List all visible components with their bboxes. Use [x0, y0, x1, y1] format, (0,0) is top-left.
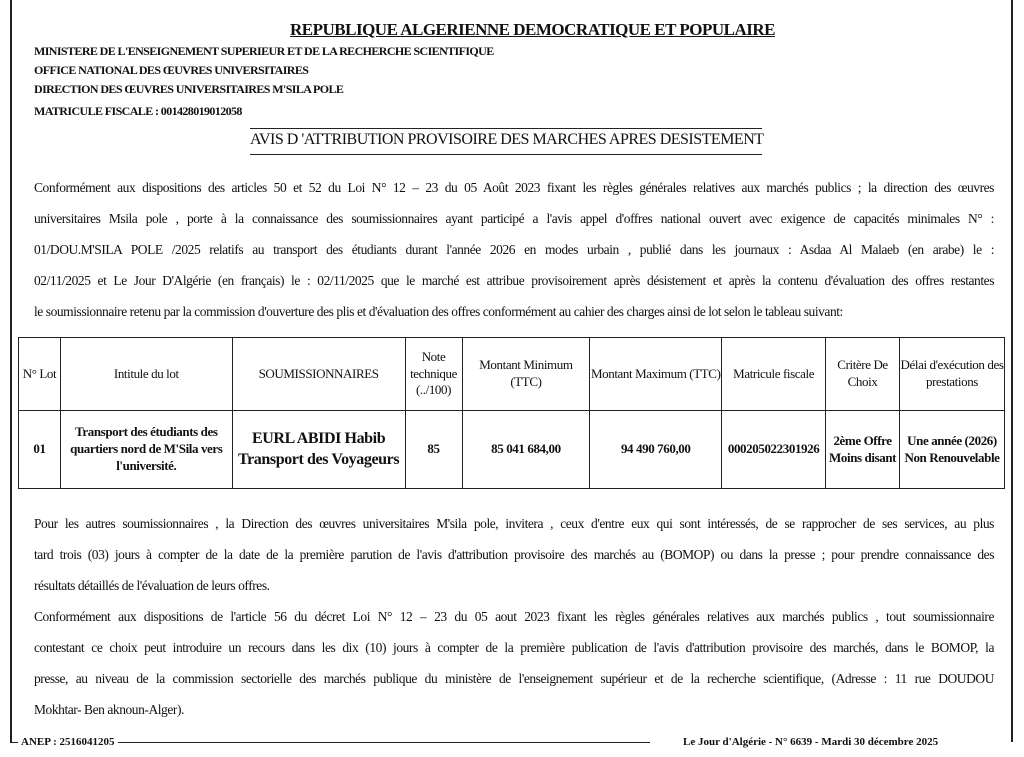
intro-line: Conformément aux dispositions des articles 50 et 52 du Loi N° 12 – 23 du 05 Août 2023 fixant les règles générales relatives aux marchés publics ; la direction des œuvres: [34, 180, 994, 195]
bidder: [232, 411, 405, 489]
col-header: Matricule fiscale: [722, 338, 826, 411]
notice-title: AVIS D 'ATTRIBUTION PROVISOIRE DES MARCHES APRES DESISTEMENT: [250, 128, 762, 155]
intro-paragraph: [34, 172, 994, 327]
tax-id: 000205022301926: [722, 411, 826, 489]
anep-reference: ANEP : 2516041205: [18, 736, 118, 748]
col-header: Délai d'exécution des prestations: [900, 338, 1005, 411]
col-header: SOUMISSIONNAIRES: [232, 338, 405, 411]
table-header-row: [19, 338, 1005, 411]
closing-line: Conformément aux dispositions de l'article 56 du décret Loi N° 12 – 23 du 05 aout 2023 fixant les règles générales relatives aux marchés publics , tout soumissionnaire: [34, 609, 994, 624]
page-border-right: [1011, 0, 1013, 742]
lot-number: 01: [19, 411, 61, 489]
intro-line: 01/DOU.M'SILA POLE /2025 relatifs au transport des étudiants durant l'année 2026 en modes urbain , publié dans les journaux : Asdaa Al Malaeb (en arabe) le :: [34, 242, 994, 257]
republic-heading: REPUBLIQUE ALGERIENNE DEMOCRATIQUE ET POPULAIRE: [290, 20, 776, 39]
lot-title: Transport des étudiants des quartiers nord de M'Sila vers l'université.: [60, 411, 232, 489]
col-header: Montant Minimum (TTC): [462, 338, 590, 411]
intro-line: le soumissionnaire retenu par la commission d'ouverture des plis et d'évaluation des offres conformément au cahier des charges ainsi de lot selon le tableau suivant:: [34, 304, 843, 319]
col-header: Intitule du lot: [60, 338, 232, 411]
closing-line: tard trois (03) jours à compter de la date de la première parution de l'avis d'attribution provisoire des marchés au (BOMOP) ou dans la presse ; pour prendre connaissance des: [34, 547, 994, 562]
intro-line: universitaires Msila pole , porte à la connaissance des soumissionnaires ayant participé a l'avis appel d'offres national ouvert avec exigence de capacités minimales N° :: [34, 211, 994, 226]
technical-score: 85: [405, 411, 462, 489]
execution-delay: Une année (2026) Non Renouvelable: [900, 411, 1005, 489]
col-header: Montant Maximum (TTC): [590, 338, 722, 411]
ministry-line: MINISTERE DE L'ENSEIGNEMENT SUPERIEUR ET DE LA RECHERCHE SCIENTIFIQUE: [34, 44, 494, 58]
page-border-left: [10, 0, 12, 742]
bidder-name: EURL ABIDI Habib: [252, 429, 386, 447]
col-header: N° Lot: [19, 338, 61, 411]
table-row: [19, 411, 1005, 489]
closing-line: résultats détaillés de l'évaluation de leurs offres.: [34, 578, 270, 593]
office-line: OFFICE NATIONAL DES ŒUVRES UNIVERSITAIRES: [34, 63, 309, 77]
closing-line: presse, au niveau de la commission sectorielle des marchés publique du ministère de l'enseignement supérieur et de la recherche scientifique, (Adresse : 11 rue DOUDOU: [34, 671, 994, 686]
publication-info: Le Jour d'Algérie - N° 6639 - Mardi 30 décembre 2025: [683, 736, 939, 748]
direction-line: DIRECTION DES ŒUVRES UNIVERSITAIRES M'SILA POLE: [34, 82, 344, 96]
choice-criterion: 2ème Offre Moins disant: [826, 411, 900, 489]
closing-line: Pour les autres soumissionnaires , la Direction des œuvres universitaires M'sila pole, invitera , ceux d'entre eux qui sont intéressés, de se rapprocher de ses services, au plus: [34, 516, 994, 531]
col-header: Note technique (../100): [405, 338, 462, 411]
bidder-activity: Transport des Voyageurs: [238, 450, 400, 468]
closing-line: Mokhtar- Ben aknoun-Alger).: [34, 702, 184, 717]
attribution-table: [18, 337, 1005, 489]
closing-line: contestant ce choix peut introduire un recours dans les dix (10) jours à compter de la première publication de l'avis d'attribution provisoire des marchés, dans le BOMOP, la: [34, 640, 994, 655]
amount-max: 94 490 760,00: [590, 411, 722, 489]
intro-line: 02/11/2025 et Le Jour D'Algérie (en français) le : 02/11/2025 que le marché est attribue provisoirement après désistement et après la contenu d'évaluation des offres restantes: [34, 273, 994, 288]
amount-min: 85 041 684,00: [462, 411, 590, 489]
closing-paragraph: [34, 508, 994, 725]
col-header: Critère De Choix: [826, 338, 900, 411]
matricule-line: MATRICULE FISCALE : 001428019012058: [34, 104, 242, 118]
